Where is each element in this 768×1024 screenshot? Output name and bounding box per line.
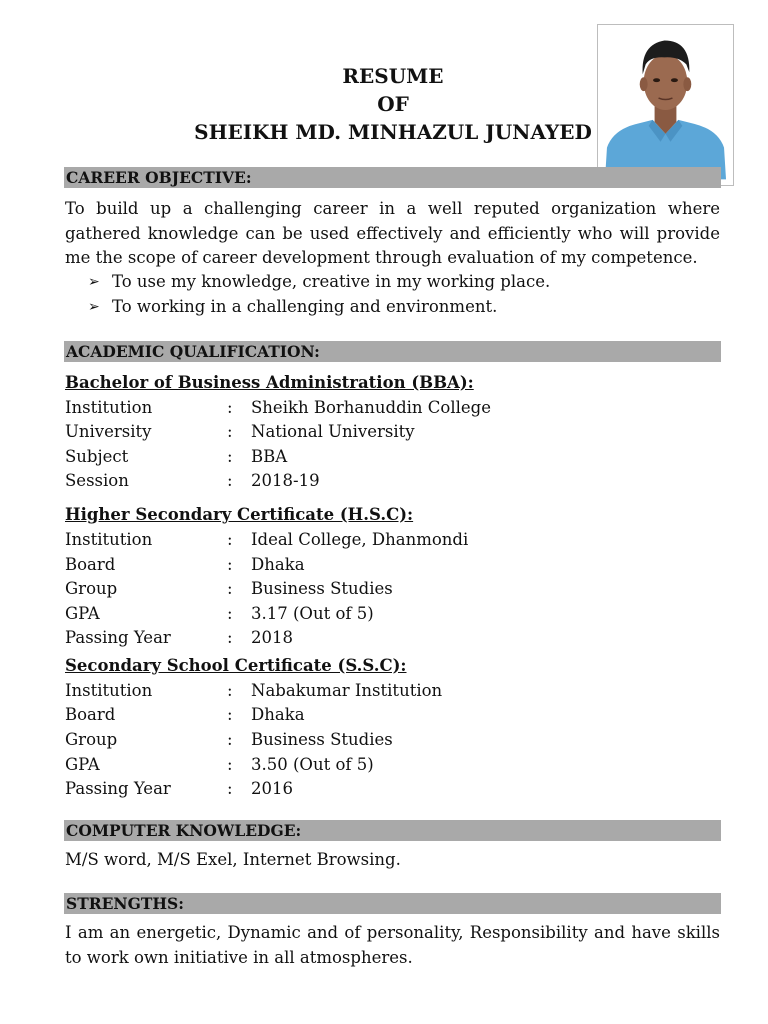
field-label: GPA bbox=[65, 604, 100, 623]
field-value: Dhaka bbox=[251, 555, 305, 574]
field-label: Group bbox=[65, 579, 118, 598]
field-colon: : bbox=[227, 579, 233, 598]
field-label: Institution bbox=[65, 398, 153, 417]
field-value: Business Studies bbox=[251, 730, 393, 749]
field-colon: : bbox=[227, 530, 233, 549]
arrow-bullet-icon: ➢ bbox=[88, 299, 100, 315]
title-line-of: OF bbox=[377, 92, 409, 116]
bullet-text: To use my knowledge, creative in my working place. bbox=[112, 272, 551, 291]
bullet-text: To working in a challenging and environment. bbox=[112, 297, 498, 316]
bba-row bbox=[65, 445, 665, 470]
bba-heading: Bachelor of Business Administration (BBA): bbox=[65, 373, 474, 392]
hsc-row bbox=[65, 602, 665, 627]
computer-knowledge-text: M/S word, M/S Exel, Internet Browsing. bbox=[65, 850, 401, 869]
section-computer-knowledge: COMPUTER KNOWLEDGE: bbox=[64, 820, 721, 841]
bba-row bbox=[65, 396, 665, 421]
field-label: University bbox=[65, 422, 152, 441]
field-label: Passing Year bbox=[65, 628, 171, 647]
field-label: Session bbox=[65, 471, 129, 490]
field-value: Sheikh Borhanuddin College bbox=[251, 398, 491, 417]
resume-title bbox=[170, 62, 616, 146]
field-label: Subject bbox=[65, 447, 129, 466]
hsc-row bbox=[65, 553, 665, 578]
field-value: Business Studies bbox=[251, 579, 393, 598]
field-colon: : bbox=[227, 422, 233, 441]
ssc-row bbox=[65, 703, 665, 728]
field-label: Institution bbox=[65, 530, 153, 549]
field-colon: : bbox=[227, 779, 233, 798]
field-value: 2016 bbox=[251, 779, 293, 798]
field-value: 3.50 (Out of 5) bbox=[251, 755, 374, 774]
hsc-row bbox=[65, 528, 665, 553]
field-value: BBA bbox=[251, 447, 288, 466]
career-objective-bullet bbox=[88, 295, 497, 320]
field-colon: : bbox=[227, 555, 233, 574]
field-colon: : bbox=[227, 628, 233, 647]
section-strengths: STRENGTHS: bbox=[64, 893, 721, 914]
hsc-row bbox=[65, 577, 665, 602]
ssc-row bbox=[65, 753, 665, 778]
field-colon: : bbox=[227, 730, 233, 749]
field-label: Board bbox=[65, 705, 116, 724]
field-colon: : bbox=[227, 604, 233, 623]
field-label: GPA bbox=[65, 755, 100, 774]
ssc-row bbox=[65, 728, 665, 753]
profile-photo-illustration bbox=[603, 30, 728, 180]
arrow-bullet-icon: ➢ bbox=[88, 274, 100, 290]
hsc-heading: Higher Secondary Certificate (H.S.C): bbox=[65, 505, 414, 524]
section-career-objective: CAREER OBJECTIVE: bbox=[64, 167, 721, 188]
field-colon: : bbox=[227, 471, 233, 490]
title-line-name: SHEIKH MD. MINHAZUL JUNAYED bbox=[194, 120, 592, 144]
career-objective-bullet bbox=[88, 270, 550, 295]
ssc-row bbox=[65, 777, 665, 802]
title-line-resume: RESUME bbox=[342, 64, 444, 88]
ssc-row bbox=[65, 679, 665, 704]
field-value: 3.17 (Out of 5) bbox=[251, 604, 374, 623]
ssc-heading: Secondary School Certificate (S.S.C): bbox=[65, 656, 407, 675]
section-academic-qualification: ACADEMIC QUALIFICATION: bbox=[64, 341, 721, 362]
field-label: Board bbox=[65, 555, 116, 574]
career-objective-paragraph: To build up a challenging career in a well reputed organization where gathered knowledge can be used effectively and efficiently who will provide me the scope of career development through evaluation of my competence. bbox=[65, 199, 720, 267]
field-value: 2018 bbox=[251, 628, 293, 647]
hsc-row bbox=[65, 626, 665, 651]
bba-row bbox=[65, 420, 665, 445]
field-label: Passing Year bbox=[65, 779, 171, 798]
bba-row bbox=[65, 469, 665, 494]
field-colon: : bbox=[227, 705, 233, 724]
field-value: National University bbox=[251, 422, 415, 441]
field-colon: : bbox=[227, 398, 233, 417]
field-value: Nabakumar Institution bbox=[251, 681, 443, 700]
strengths-text: I am an energetic, Dynamic and of personality, Responsibility and have skills to work own initiative in all atmospheres. bbox=[65, 923, 720, 967]
field-colon: : bbox=[227, 681, 233, 700]
field-label: Institution bbox=[65, 681, 153, 700]
field-colon: : bbox=[227, 755, 233, 774]
field-value: 2018-19 bbox=[251, 471, 320, 490]
field-colon: : bbox=[227, 447, 233, 466]
profile-photo bbox=[597, 24, 734, 186]
field-value: Dhaka bbox=[251, 705, 305, 724]
field-label: Group bbox=[65, 730, 118, 749]
field-value: Ideal College, Dhanmondi bbox=[251, 530, 469, 549]
